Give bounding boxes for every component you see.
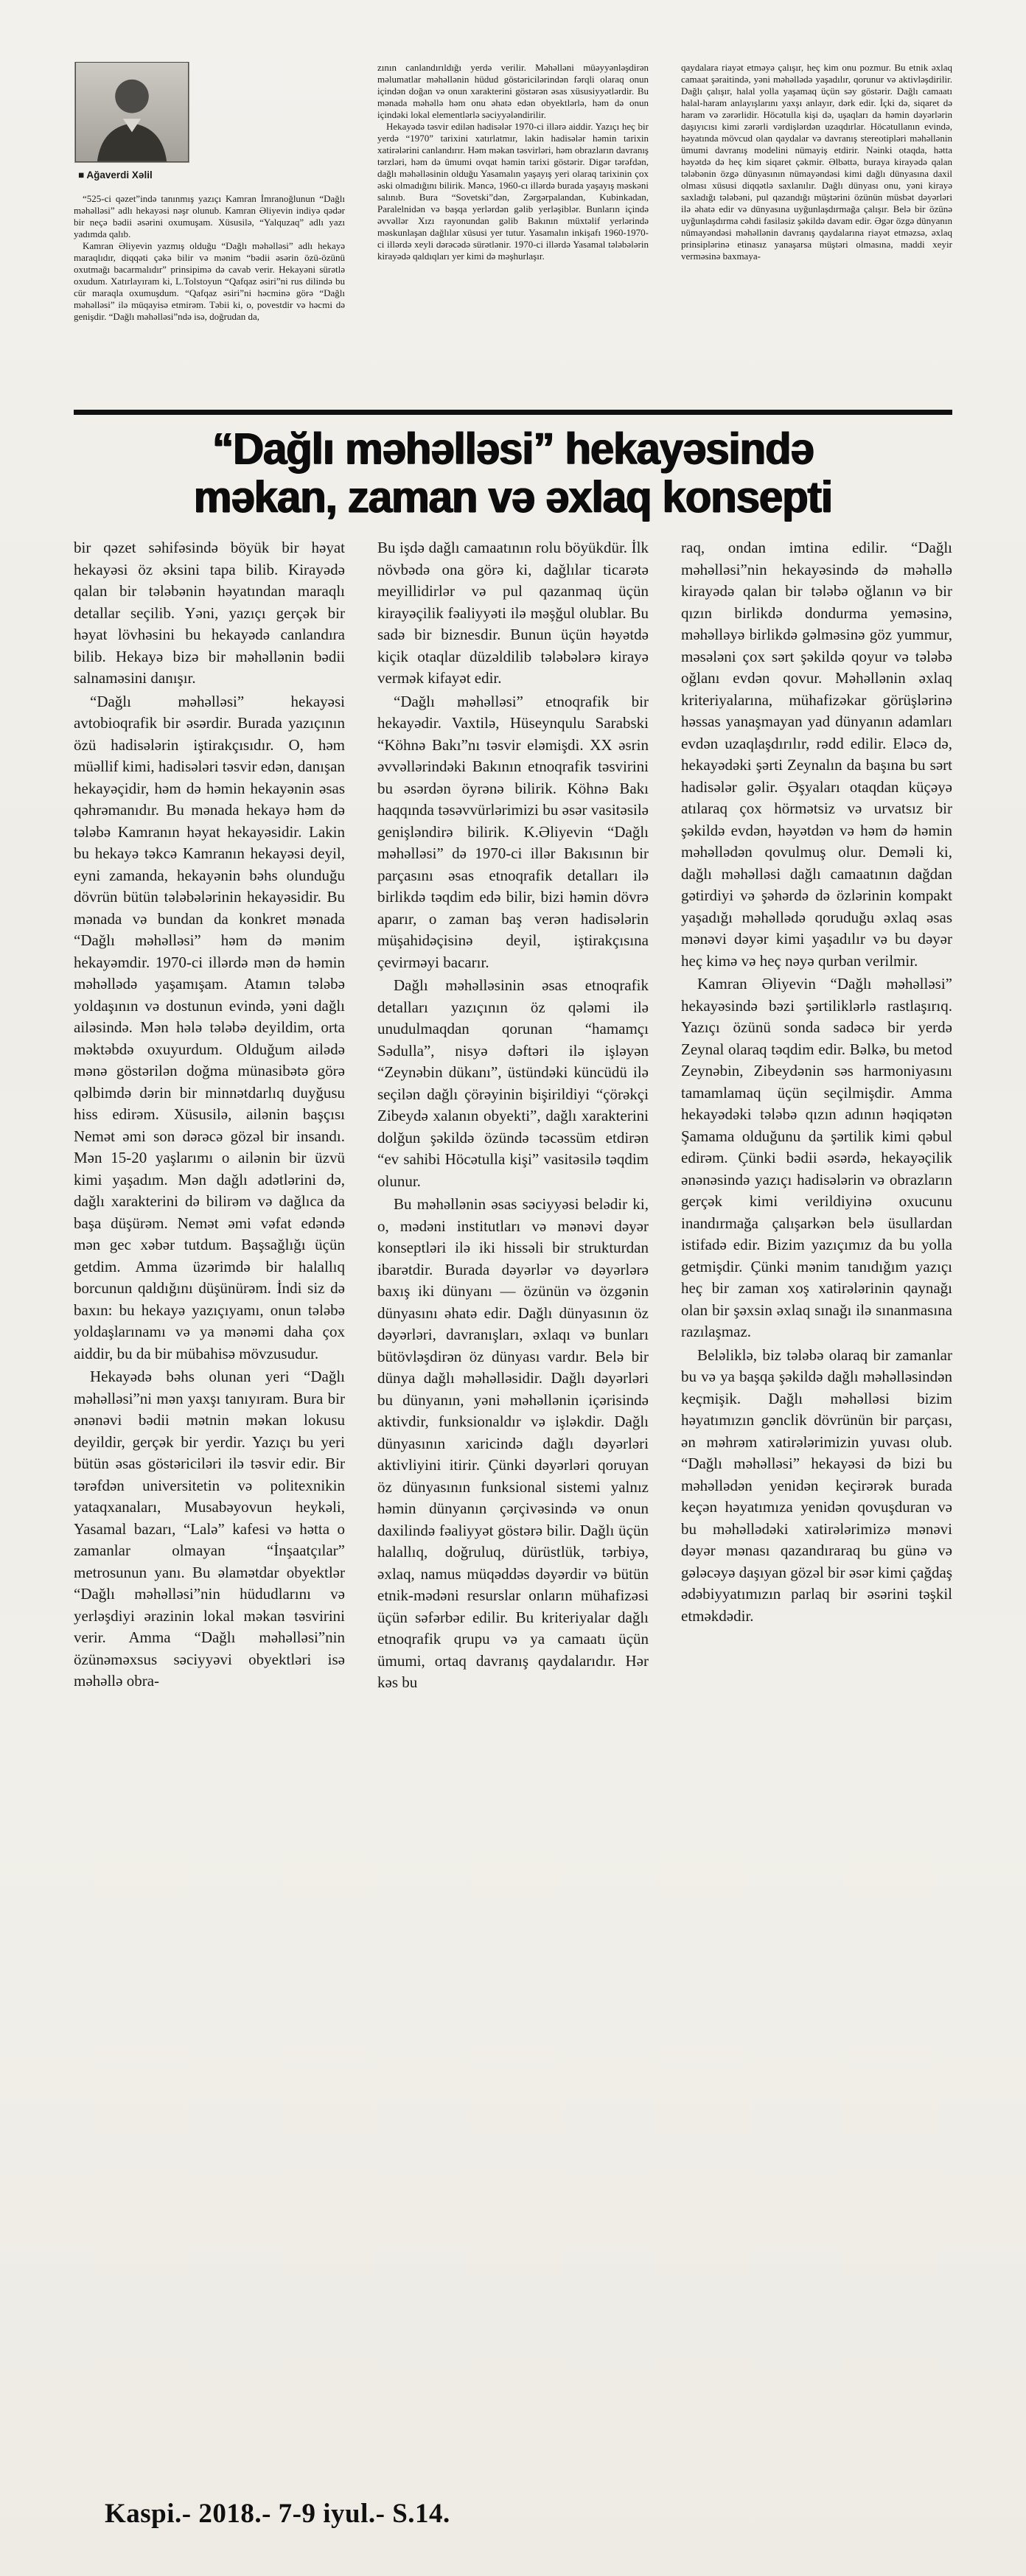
portrait-silhouette-icon [76, 63, 188, 161]
paragraph: bir qəzet səhifəsində böyük bir həyat hekayəsi öz əksini tapa bilib. Kirayədə qalan bir tələbənin həyatından maraqlı detallar seçilib. Yəni, yazıçı gerçək bir həyat lövhəsini bu hekayədə canlandıra bilib. Hekayə bizə bir məhəllənin bədii salnaməsini danışır. [74, 539, 345, 687]
intro-section [74, 62, 952, 401]
paragraph: Bu məhəllənin əsas səciyyəsi belədir ki, o, mədəni institutları və mənəvi dəyər konseptləri ilə iki hissəli bir strukturdan ibarətdir. Burada dəyərlər və dəyərlərə baxış iki dünyanı — özünün və özgənin dünyasını əhatə edir. Dağlı dünyasının öz dəyərləri, davranışları, əxlaqı və bunları bütövləşdirən öz dünyası vardır. Belə bir dünya dağlı məhəlləsidir. Dağlı dəyərləri bu dünyanın, yəni məhəllənin içərisində aktivdir, funksionaldır və işləkdir. Dağlı dünyasının xaricində dağlı dəyərləri aktivliyini itirir. Çünki dəyərləri qoruyan öz dünyasının funksional sistemi yalnız həmin dünyanın çərçivəsində və onun daxilində fəaliyyət göstərə bilir. Dağlı üçün halallıq, doğruluq, dürüstlük, tərbiyə, əxlaq, namus müqəddəs dəyərdir və bütün etnik-mədəni resurslar onların mühafizəsi üçün səfərbər edilir. Bu kriteriyalar dağlı etnoqrafik qrupu və ya camaatı üçün ümumi, ortaq davranış qaydalarıdır. Hər kəs bu [377, 1195, 649, 1691]
body-section [74, 537, 952, 2479]
headline-line-2: məkan, zaman və əxlaq konsepti [193, 472, 833, 522]
author-photo-caption: ■ Ağaverdi Xəlil [78, 169, 153, 181]
paragraph: Dağlı məhəlləsinin əsas etnoqrafik detalları yazıçının öz qələmi ilə unudulmaqdan qorunan “hamamçı Sədulla”, nisyə dəftəri ilə işləyən “Zeynəbin dükanı”, üstündəki küncüdü ilə seçilən dağlı çörəyinin bişirildiyi “çörəkçi Zibeydə xalanın obyekti”, dağlı xarakterini dolğun şəkildə özündə təcəssüm etdirən “ev sahibi Höcətulla kişi” vasitəsilə təqdim olunur. [377, 976, 649, 1190]
paragraph: Bu işdə dağlı camaatının rolu böyükdür. İlk növbədə ona görə ki, dağlılar ticarətə meyillidirlər və pul qazanmaq üçün kirayəçilik fəaliyyəti ilə məşğul olublar. Bu sadə bir biznesdir. Bunun üçün həyətdə kiçik otaqlar düzəldilib tələbələrə kirayə vermək kifayət edir. [377, 539, 649, 687]
paragraph: zının canlandırıldığı yerdə verilir. Məhəlləni müəyyənləşdirən məlumatlar məhəllənin hüdud göstəricilərindən fərqli olaraq onun içindən doğan və onun xarakterini göstərən əsas xüsusiyyətlərdir. Bu mənada məhəllə həm onu əhatə edən obyektlərlə, həm də onun içindəki lokal elementlərlə səciyyələndirilir. [377, 62, 649, 120]
top-column-1 [74, 62, 345, 401]
bottom-column-2 [377, 537, 649, 2479]
paragraph: Hekayədə təsvir edilən hadisələr 1970-ci illərə aiddir. Yazıçı heç bir yerdə “1970” tarixini xatırlatmır, lakin hadisələr həmin tarixin xatirələrini canlandırır. Həm məkan təsvirləri, həm obrazların davranış tərzləri, həm də ümumi ovqat həmin tarixi göstərir. Digər tərəfdən, dağlı məhəlləsinin olduğu Yasamalın yaşayış yeri olaraq tarixinin çox əski olmadığını bilirik. Məncə, 1960-cı illərdə burada yaşayış məskəni salınıb. Bura “Sovetski”dən, Zərgərpalandan, Kubinkadan, Paralelnidən və başqa yerlərdən gəlib yerləşiblər. Bunların içində əvvəllər Xızı rayonundan gəlib Bakının müxtəlif yerlərində məskunlaşan dağlılar xüsusi yer tutur. Yasamalın inkişafı 1960-1970-ci illərdə xeyli dərəcədə sürətlənir. 1970-ci illərdə Yasamal tələbələrin kirayədə qaldıqları yer kimi də məşhurlaşır. [377, 121, 649, 262]
headline-block [74, 410, 952, 527]
paragraph: qaydalara riayət etməyə çalışır, heç kim onu pozmur. Bu etnik əxlaq camaat şəraitində, yəni məhəllədə yaşadılır, qorunur və aktivləşdirilir. Dağlı çalışır, halal yolla yaşamaq üçün səy göstərir. Dağlı camaatı halal-haram anlayışlarını yaxşı anlayır, dərk edir. İçki də, siqaret də haram və zərərlidir. Höcətulla kişi də, uşaqları da həmin dəyərlərin daşıyıcısı kimi zərərli vərdişlərdən uzaqdırlar. Höcətullanın evində, həyatında mövcud olan qaydalar və davranış stereotipləri məhəllənin ümumi davranış modelini nümayiş etdirir. Nəinki otaqda, hətta həyətdə də heç kim siqaret çəkmir. Əlbəttə, buraya kirayədə qalan tələbənin özgə dünyasının nümayəndəsi kimi dağlı dünyasına daxil olması xüsusi diqqətlə saxlanılır. Dağlı dünyası onu, yəni kirayə saxladığı tələbəni, pul qazandığı müştərini özünün müsbət dəyərləri ilə əhatə edir və dünyasına uyğunlaşdırmağa çalışır. Belə bir özünə uyğunlaşdırma cəhdi fasiləsiz şəkildə davam edir. Əgər özgə dünyanın nümayəndəsi məhəllənin davranış qaydalarına riayət etməzsə, əxlaq prinsiplərinə etinasız yanaşarsa müştəri olmasına, maddi xeyir verməsinə baxmaya- [681, 62, 952, 262]
source-citation: Kaspi.- 2018.- 7-9 iyul.- S.14. [105, 2499, 450, 2529]
paragraph: raq, ondan imtina edilir. “Dağlı məhəlləsi”nin hekayəsində də məhəllə kirayədə qalan bir tələbə oğlanın və bir qızın birlikdə dondurma yeməsinə, məhəlləyə birlikdə gəlməsinə göz yummur, məsələni çox sərt şəkildə qoyur və tələbə oğlanı evdən qovur. Məhəllənin əxlaq kriteriyalarına, mühafizəkar görüşlərinə həssas yanaşmayan yad dünyanın adamları evdən uzaqlaşdırılır, rədd edilir. Eləcə də, hekayədəki şərti Zeynalın da başına bu sərt hadisələr gəlir. Əşyaları otaqdan küçəyə atılaraq çox hörmətsiz və urvatsız bir şəkildə evdən, həyətdən və həm də həmin məhəllədən qovulmuş olur. Deməli ki, dağlı məhəlləsi dağlı camaatının dağdan gətirdiyi və şəhərdə də özlərinin kompakt yaşadığı məhəllədə qoruduğu əxlaq əsas mənəvi dəyər kimi yaşadılır və bu dəyər heç kimə və heç nəyə qurban verilmir. [681, 539, 952, 970]
bottom-column-3 [681, 537, 952, 2479]
paragraph: Kamran Əliyevin yazmış olduğu “Dağlı məhəlləsi” adlı hekayə maraqlıdır, diqqəti çəkə bilir və mənim “bədii əsərin özü-özünü oxutmağı bacarmalıdır” prinsipimə də cavab verir. Hekayəni sürətlə oxudum. Xatırlayıram ki, L.Tolstoyun “Qafqaz əsiri”ni rus dilində bu cür maraqla oxumuşdum. “Qafqaz əsiri”ni həcminə görə “Dağlı məhəlləsi” ilə müqayisə etmirəm. Təbii ki, o, povestdir və həcmi də genişdir. “Dağlı məhəlləsi”ndə isə, doğrudan da, [74, 240, 345, 322]
paragraph: Kamran Əliyevin “Dağlı məhəlləsi” hekayəsində bəzi şərtiliklərlə rastlaşırıq. Yazıçı özünü sonda sadəcə bir yerdə Zeynal olaraq təqdim edir. Bəlkə, bu metod Zeynəbin, Zibeydənin səs harmoniyasını tamamlamaq üçün seçilmişdir. Amma hekayədəki tələbə qızın adının həqiqətən Şamama olduğunu da şərtilik kimi qəbul edirəm. Çünki bədii əsərdə, hekayəçilik ənənəsində yazıçı hadisələrin və obrazların gerçək kimi verildiyinə oxucunu inandırmağa çalışarkən belə üsullardan istifadə edir. Bizim yazıçımız da bu yolla getmişdir. Çünki mənim tanıdığım yazıçı heç bir zaman xoş xatirələrinin qaynağı olan bir şəxsin əxlaq sınağı ilə sınanmasına razılaşmaz. [681, 975, 952, 1340]
top-column-2 [377, 62, 649, 401]
top-column-3 [681, 62, 952, 401]
paragraph: “Dağlı məhəlləsi” hekayəsi avtobioqrafik bir əsərdir. Burada yazıçının özü hadisələrin iştirakçısıdır. O, həm müəllif kimi, hadisələri təsvir edən, danışan hekayəçidir, həm də həmin hekayənin əsas qəhrəmanıdır. Bu mənada hekayə həm də tələbə Kamranın həyat hekayəsidir. Lakin bu hekayə təkcə Kamranın hekayəsi deyil, eyni zamanda, hekayənin bəhs olunduğu dövrün bütün tələbələrinin hekayəsidir. Bu mənada və bundan da konkret mənada “Dağlı məhəlləsi” həm də mənim hekayəmdir. 1970-ci illərdə mən də həmin məhəllədə yaşamışam. Atamın tələbə yoldaşının və dostunun evində, yəni dağlı ailəsində. Mən hələ tələbə deyildim, orta məktəbdə oxuyurdum. Olduğum ailədə mənə göstərilən doğma münasibətə görə qəlbimdə dərin bir minnətdarlıq duyğusu hiss edirəm. Xüsusilə, ailənin başçısı Nemət əmi son dərəcə gözəl bir insandı. Mən 15-20 yaşlarımı o ailənin bir üzvü kimi yaşadım. Mən dağlı adətlərini də, dağlı xarakterini də bilirəm və dağlıca da başa düşürəm. Nemət əmi vəfat edəndə mən gec xəbər tutdum. Başsağlığı üçün getdim. Amma üzərimdə bir halallıq borcunun qaldığını düşünürəm. İndi siz də baxın: bu hekayə yazıçıyamı, onun tələbə yoldaşlarınamı və ya mənəmi daha çox aiddir, bu da bir mübahisə mövzusudur. [74, 692, 345, 1362]
paragraph: Beləliklə, biz tələbə olaraq bir zamanlar bu və ya başqa şəkildə dağlı məhəlləsindən keçmişik. Dağlı məhəlləsi bizim həyatımızın gənclik dövrünün bir parçası, ən məhrəm xatirələrimizin yuvası olub. “Dağlı məhəlləsi” hekayəsi də bizi bu məhəllədən yenidən keçirərək burada keçən həyatımıza yenidən qovuşduran və bu məhəllədəki xatirələrimizə mənəvi dəyər mənası qazandıraraq bu günə və gələcəyə daşıyan gözəl bir əsər kimi çağdaş ədəbiyyatımızın parlaq bir əsərini təşkil etməkdədir. [681, 1345, 952, 1625]
paragraph: “525-ci qəzet”ində tanınmış yazıçı Kamran İmranoğlunun “Dağlı məhəlləsi” adlı hekayəsi nəşr olunub. Kamran Əliyevin indiyə qədər bir neçə bədii əsərini oxumuşam. Xüsusilə, “Yalquzaq” adlı yazı yadımda qalıb. [74, 193, 345, 239]
paragraph: Hekayədə bəhs olunan yeri “Dağlı məhəlləsi”ni mən yaxşı tanıyıram. Bura bir ənənəvi bədii mətnin məkan lokusu deyildir, gerçək bir yerdir. Yazıçı bu yeri bütün əsas göstəriciləri ilə təsvir edir. Bir tərəfdən universitetin və politexnikin yataqxanaları, Musabəyovun heykəli, Yasamal bazarı, “Lalə” kafesi və hətta o zamanlar olmayan “İnşaatçılar” metrosunun yanı. Bu əlamətdar obyektlər “Dağlı məhəlləsi”nin hüdudlarını və yerləşdiyi ərazinin lokal məkan təsvirini verir. Amma “Dağlı məhəlləsi”nin özünəməxsus səciyyəvi obyektləri isə məhəllə obra- [74, 1368, 345, 1690]
page-content [74, 62, 952, 2479]
headline-line-1: “Dağlı məhəlləsi” hekayəsində [212, 424, 814, 475]
bottom-column-1 [74, 537, 345, 2479]
author-photo [75, 62, 189, 162]
article-headline [74, 424, 952, 521]
paragraph: “Dağlı məhəlləsi” etnoqrafik bir hekayədir. Vaxtilə, Hüseynqulu Sarabski “Köhnə Bakı”nı təsvir eləmişdi. XX əsrin əvvəllərindəki Bakının etnoqrafik təsvirini bu əsərdən öyrənə bilirik. Köhnə Bakı haqqında təsəvvürlərimizi bu əsər vasitəsilə genişləndirə bilirik. K.Əliyevin “Dağlı məhəlləsi” də 1970-ci illər Bakısının bir parçasını əsas etnoqrafik detalları ilə birlikdə təqdim edə bilir, bizi həmin dövrə aparır, o zaman baş verən hadisələrin müşahidəçisinə deyil, iştirakçısına çevirməyi bacarır. [377, 692, 649, 971]
